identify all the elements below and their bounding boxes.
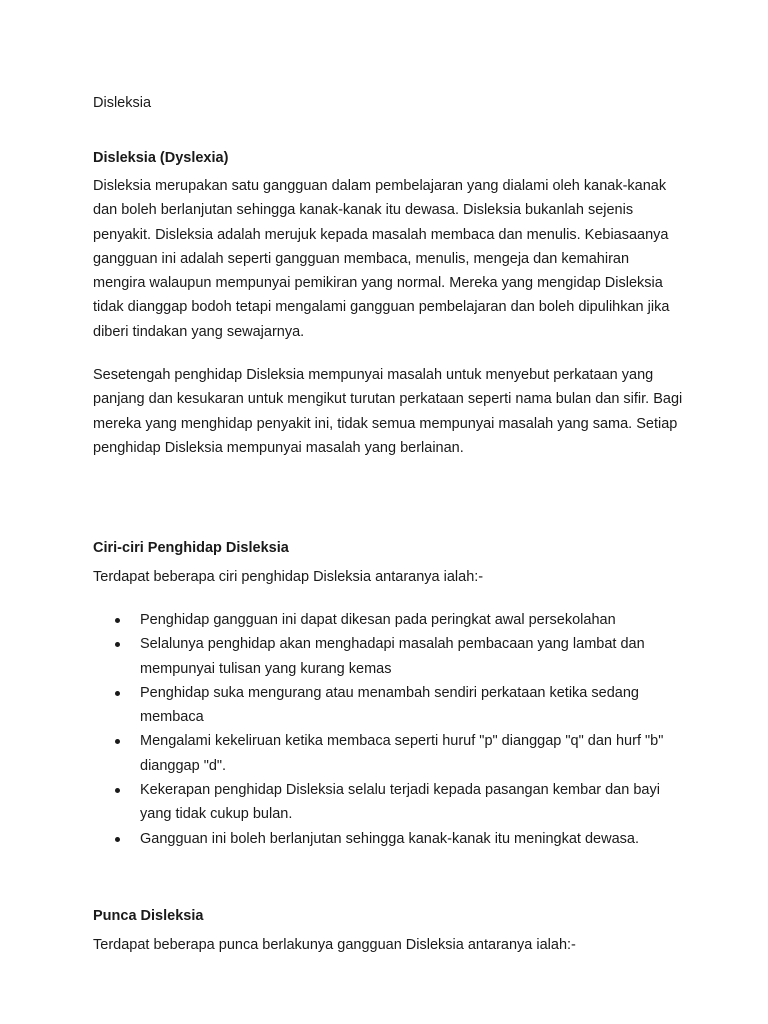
- causes-intro: Terdapat beberapa punca berlakunya gangguan Disleksia antaranya ialah:-: [93, 937, 576, 953]
- bullet-icon: [115, 618, 120, 623]
- list-item: [93, 827, 683, 851]
- list-item: [93, 729, 683, 778]
- bullet-icon: [115, 691, 120, 696]
- bullet-icon: [115, 642, 120, 647]
- list-item-text: Penghidap suka mengurang atau menambah sendiri perkataan ketika sedang membaca: [140, 684, 639, 726]
- list-item-text: Selalunya penghidap akan menghadapi masalah pembacaan yang lambat dan mempunyai tulisan yang kurang kemas: [140, 636, 645, 677]
- bullet-icon: [115, 739, 120, 744]
- paragraph-definition: Disleksia merupakan satu gangguan dalam pembelajaran yang dialami oleh kanak-kanak dan boleh berlanjutan sehingga kanak-kanak itu dewasa. Disleksia bukanlah sejenis penyakit. Disleksia adalah merujuk kepada masalah membaca dan menulis. Kebiasaanya gangguan ini adalah seperti gangguan membaca, menulis, mengeja dan kemahiran mengira walaupun mempunyai pemikiran yang normal. Mereka yang mengidap Disleksia tidak dianggap bodoh tetapi mengalami gangguan pembelajaran dan boleh dipulihkan jika diberi tindakan yang sewajarnya.: [93, 178, 670, 340]
- list-item: [93, 608, 683, 632]
- characteristics-intro: Terdapat beberapa ciri penghidap Disleksia antaranya ialah:-: [93, 569, 484, 585]
- bullet-icon: [115, 837, 120, 842]
- section-heading-characteristics: Ciri-ciri Penghidap Disleksia: [93, 540, 289, 556]
- list-item: [93, 778, 683, 827]
- document-title: Disleksia: [93, 95, 152, 111]
- list-item-text: Gangguan ini boleh berlanjutan sehingga kanak-kanak itu meningkat dewasa.: [140, 830, 639, 847]
- list-item-text: Penghidap gangguan ini dapat dikesan pada peringkat awal persekolahan: [140, 612, 616, 628]
- characteristics-list: [93, 608, 683, 851]
- paragraph-symptoms-overview: Sesetengah penghidap Disleksia mempunyai masalah untuk menyebut perkataan yang panjang dan kesukaran untuk mengikut turutan perkataan seperti nama bulan dan sifir. Bagi mereka yang menghidap penyakit ini, tidak semua mempunyai masalah yang sama. Setiap penghidap Disleksia mempunyai masalah yang berlainan.: [93, 367, 683, 456]
- section-heading-dyslexia: Disleksia (Dyslexia): [93, 150, 229, 166]
- list-item-text: Kekerapan penghidap Disleksia selalu terjadi kepada pasangan kembar dan bayi yang tidak cukup bulan.: [140, 782, 660, 823]
- bullet-icon: [115, 788, 120, 793]
- list-item-text: Mengalami kekeliruan ketika membaca seperti huruf "p" dianggap "q" dan hurf "b" dianggap "d".: [140, 733, 664, 774]
- section-heading-causes: Punca Disleksia: [93, 908, 204, 924]
- list-item: [93, 681, 683, 730]
- list-item: [93, 632, 683, 681]
